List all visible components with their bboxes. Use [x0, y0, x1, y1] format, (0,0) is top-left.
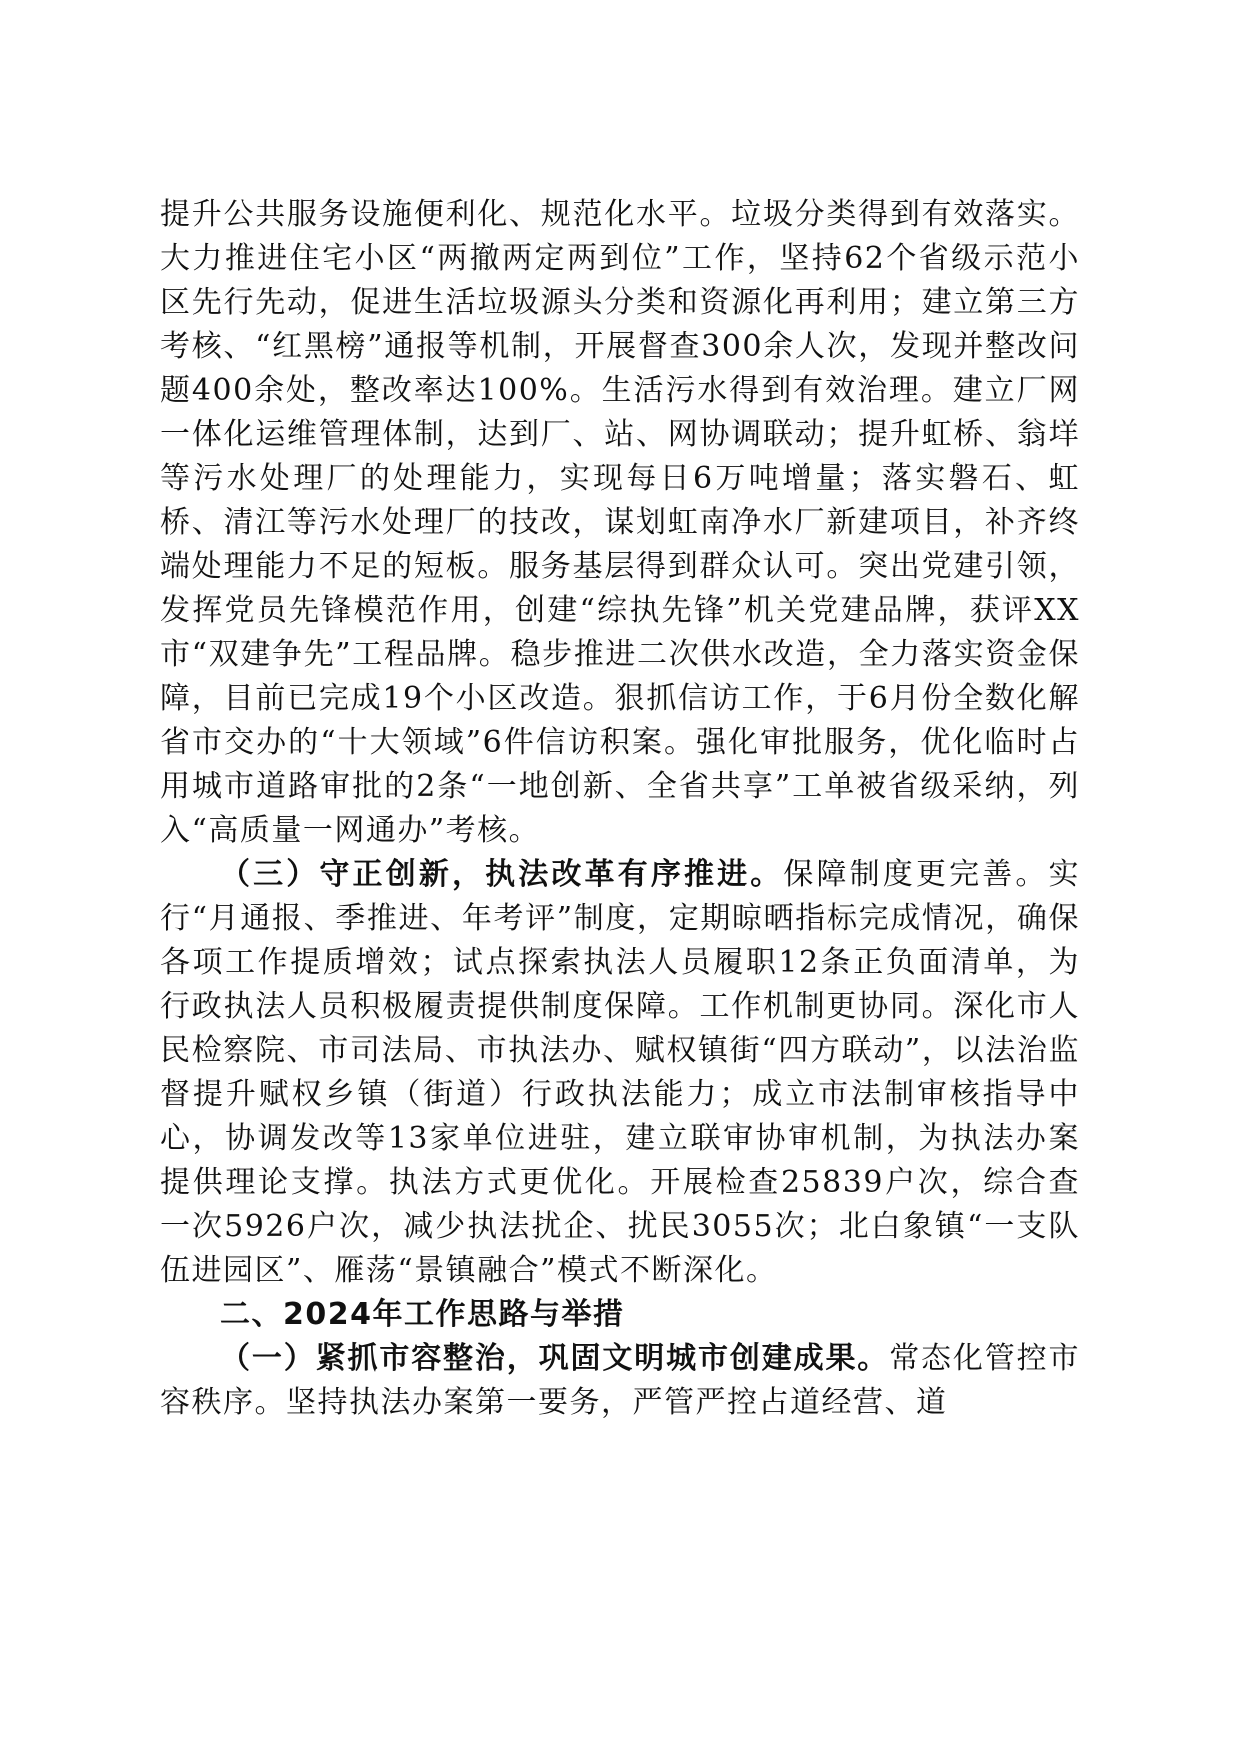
paragraph-lead-city-appearance: （一）紧抓市容整治，巩固文明城市创建成果。	[220, 1341, 890, 1376]
paragraph-city-appearance	[160, 1337, 1080, 1425]
paragraph-body-enforcement: 保障制度更完善。实行“月通报、季推进、年考评”制度，定期晾晒指标完成情况，确保各项工作提质增效；试点探索执法人员履职12条正负面清单，为行政执法人员积极履责提供制度保障。工作机制更协同。深化市人民检察院、市司法局、市执法办、赋权镇街“四方联动”，以法治监督提升赋权乡镇（街道）行政执法能力；成立市法制审核指导中心，协调发改等13家单位进驻，建立联审协审机制，为执法办案提供理论支撑。执法方式更优化。开展检查25839户次，综合查一次5926户次，减少执法扰企、扰民3055次；北白象镇“一支队伍进园区”、雁荡“景镇融合”模式不断深化。	[160, 857, 1081, 1288]
document-page	[160, 193, 1080, 1425]
paragraph-law-enforcement-reform	[160, 853, 1080, 1293]
paragraph-body-city-appearance: 常态化管控市容秩序。坚持执法办案第一要务，严管严控占道经营、道	[160, 1341, 1081, 1420]
paragraph-lead-enforcement: （三）守正创新，执法改革有序推进。	[220, 857, 784, 892]
paragraph-public-services: 提升公共服务设施便利化、规范化水平。垃圾分类得到有效落实。大力推进住宅小区“两撤两定两到位”工作，坚持62个省级示范小区先行先动，促进生活垃圾源头分类和资源化再利用；建立第三方考核、“红黑榜”通报等机制，开展督查300余人次，发现并整改问题400余处，整改率达100%。生活污水得到有效治理。建立厂网一体化运维管理体制，达到厂、站、网协调联动；提升虹桥、翁垟等污水处理厂的处理能力，实现每日6万吨增量；落实磐石、虹桥、清江等污水处理厂的技改，谋划虹南净水厂新建项目，补齐终端处理能力不足的短板。服务基层得到群众认可。突出党建引领，发挥党员先锋模范作用，创建“综执先锋”机关党建品牌，获评XX市“双建争先”工程品牌。稳步推进二次供水改造，全力落实资金保障，目前已完成19个小区改造。狠抓信访工作，于6月份全数化解省市交办的“十大领域”6件信访积案。强化审批服务，优化临时占用城市道路审批的2条“一地创新、全省共享”工单被省级采纳，列入“高质量一网通办”考核。	[160, 197, 1080, 848]
section-heading-2024: 二、2024年工作思路与举措	[220, 1297, 625, 1332]
